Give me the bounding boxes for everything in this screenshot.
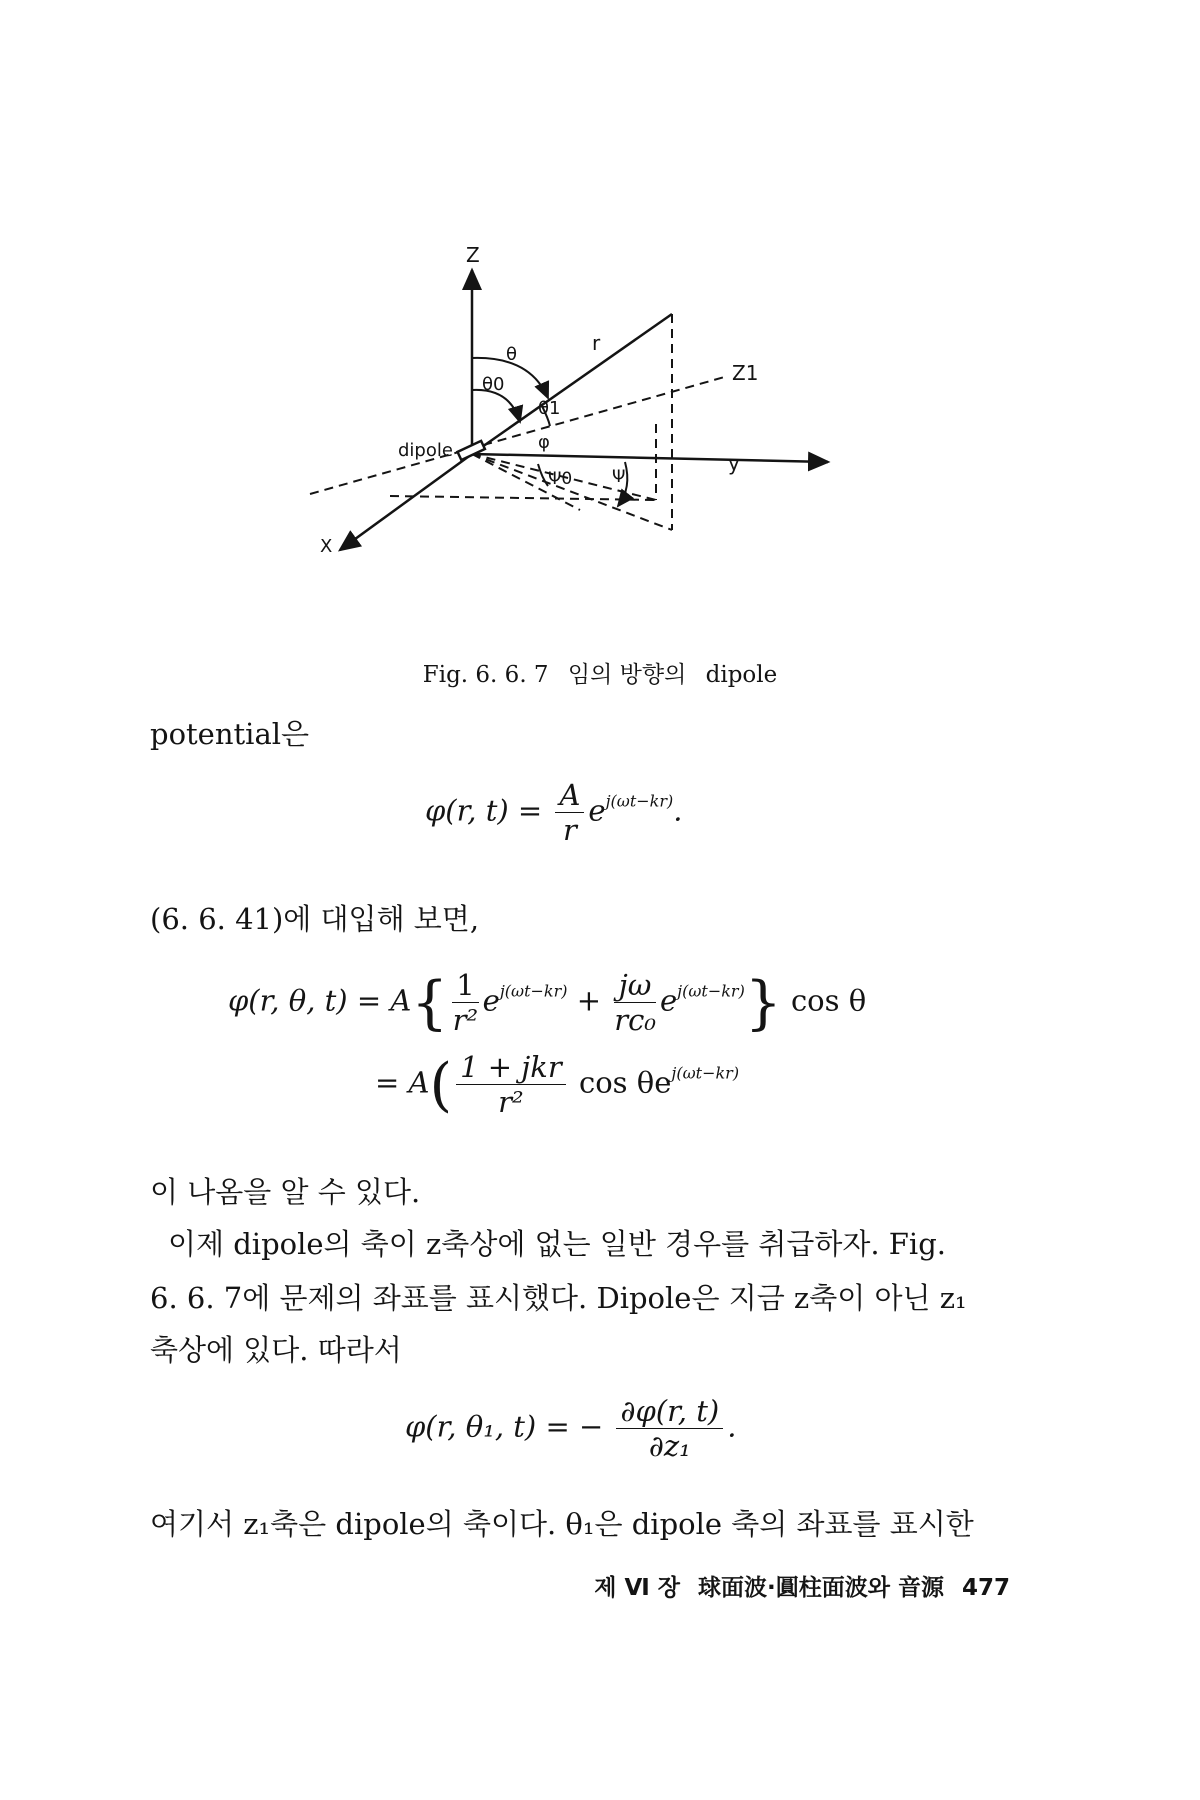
paragraph-general-case-line2: 6. 6. 7에 문제의 좌표를 표시했다. Dipole은 지금 z축이 아닌 z₁ <box>150 1281 967 1315</box>
paragraph-general-case-line1: 이제 dipole의 축이 z축상에 없는 일반 경우를 취급하자. Fig. <box>168 1227 946 1261</box>
z1-label: Z1 <box>732 361 759 385</box>
caption-text-en: dipole <box>705 662 778 688</box>
paragraph-potential: potential은 <box>150 717 310 751</box>
eq2-term1-fraction <box>452 968 478 1037</box>
equation-phi-theta-line2 <box>375 1050 739 1119</box>
eq3-lhs: φ(r, θ₁, t) = − <box>405 1409 604 1444</box>
eq2-term1-denominator: r² <box>452 1003 479 1037</box>
eq1-exponent: j(ωt−kr) <box>605 791 674 811</box>
y-label: y <box>728 451 740 475</box>
equation-phi-theta-line1: φ(r, θ, t) = A{ $\frac{1}{\text{r²}}$ $e^{j(\omega t-kr)}$ + $\frac{j\omega}{\text{rc₀}}$ $e^{j(\omega t-kr)}$} cos θ <box>228 968 867 1037</box>
eq2-term2-numerator: jω <box>614 968 656 1003</box>
figure-caption <box>0 656 1200 689</box>
eq3-fraction <box>616 1394 723 1463</box>
figure-dipole-coordinates <box>280 240 900 660</box>
z-label: Z <box>466 243 480 267</box>
eq2-line2-numerator: 1 + jkr <box>456 1050 566 1085</box>
theta1-label: θ1 <box>538 398 561 419</box>
z1-axis-dashed <box>310 376 728 494</box>
eq3-denominator: ∂z₁ <box>648 1429 691 1463</box>
eq1-exp-base: e <box>588 793 606 828</box>
eq2-line2-fraction <box>456 1050 566 1119</box>
theta-label: θ <box>506 344 518 365</box>
equation-derivative <box>405 1394 736 1463</box>
eq2-term2-denominator: rc₀ <box>614 1003 656 1037</box>
x-label: X <box>320 536 333 557</box>
eq2-line2-trail: cos θe <box>578 1065 672 1100</box>
psi0-arc <box>538 464 548 486</box>
footer-page-number: 477 <box>961 1575 1010 1601</box>
theta0-label: θ0 <box>482 374 505 395</box>
eq2-line2-lhs: = A <box>375 1065 430 1100</box>
dipole-label: dipole <box>398 440 453 461</box>
paragraph-result: 이 나옴을 알 수 있다. <box>150 1175 421 1209</box>
eq2-term2-exponent: j(ωt−kr) <box>677 981 745 1001</box>
eq1-numerator: A <box>555 778 584 813</box>
phi-label: φ <box>538 432 550 453</box>
caption-number: Fig. 6. 6. 7 <box>422 662 549 688</box>
eq2-plus: + <box>576 983 602 1018</box>
page-footer <box>584 1569 1010 1602</box>
equation-potential <box>425 778 682 847</box>
eq1-denominator: r <box>562 813 577 847</box>
eq3-numerator: ∂φ(r, t) <box>616 1394 723 1429</box>
eq2-left-brace: { <box>411 968 449 1037</box>
eq2-trail: cos θ <box>790 983 867 1018</box>
eq2-line2-exponent: j(ωt−kr) <box>671 1063 740 1083</box>
eq1-lhs: φ(r, t) = <box>425 793 543 828</box>
eq1-fraction <box>555 778 584 847</box>
eq2-term1-exponent: j(ωt−kr) <box>499 981 568 1001</box>
footer-chapter: 제 Ⅵ 장 <box>594 1575 680 1601</box>
eq2-left-paren: ( <box>429 1050 453 1119</box>
footer-title: 球面波·圓柱面波와 音源 <box>698 1575 944 1601</box>
caption-text-kr: 임의 방향의 <box>567 662 687 688</box>
base-dashed <box>390 496 656 500</box>
ground-line-1 <box>472 454 672 530</box>
eq2-line2-denominator: r² <box>498 1085 524 1119</box>
eq2-right-brace: } <box>744 968 782 1037</box>
paragraph-substitute: (6. 6. 41)에 대입해 보면, <box>150 902 480 936</box>
x-axis <box>340 454 472 550</box>
coordinate-diagram <box>280 240 900 660</box>
r-label: r <box>592 331 601 355</box>
paragraph-z1-axis: 여기서 z₁축은 dipole의 축이다. θ₁은 dipole 축의 좌표를 표시한 <box>150 1507 974 1541</box>
eq1-end: . <box>673 793 683 828</box>
y-axis <box>472 454 828 462</box>
eq2-term1-numerator: 1 <box>452 968 478 1003</box>
psi-label: Ψ <box>612 467 626 487</box>
eq2-lhs: φ(r, θ, t) = A <box>228 983 412 1018</box>
eq2-term2-fraction <box>614 968 656 1037</box>
psi0-label: Ψ0 <box>548 469 573 489</box>
eq3-end: . <box>727 1409 737 1444</box>
paragraph-general-case-line3: 축상에 있다. 따라서 <box>150 1333 402 1367</box>
